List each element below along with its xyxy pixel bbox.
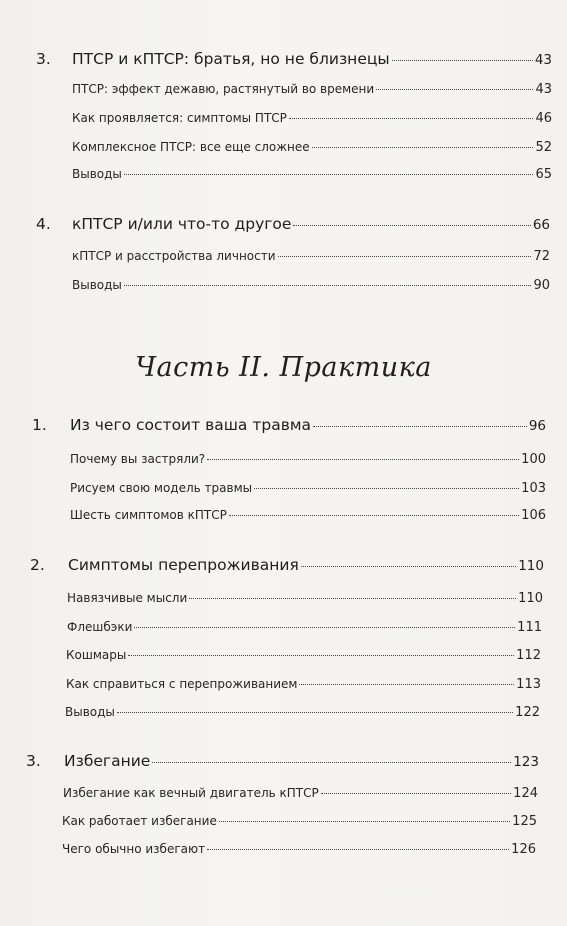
dot-leader [301, 566, 516, 567]
dot-leader [124, 285, 532, 286]
toc-item-row [72, 278, 550, 293]
item-title: Как работает избегание [62, 814, 217, 828]
toc-item-row [66, 648, 541, 663]
page-number: 43 [535, 82, 552, 97]
page-number: 123 [513, 754, 539, 770]
dot-leader [313, 426, 527, 427]
page-number: 124 [513, 786, 538, 801]
toc-chapter-row [36, 215, 550, 233]
item-title: Выводы [72, 167, 122, 181]
page-number: 112 [516, 648, 541, 663]
page-number: 65 [535, 167, 552, 182]
chapter-number: 3. [36, 50, 51, 68]
item-title: Флешбэки [67, 620, 133, 634]
toc-item-row [72, 249, 550, 264]
dot-leader [117, 712, 513, 713]
dot-leader [128, 655, 514, 656]
page-number: 103 [521, 481, 546, 496]
item-title: Выводы [65, 705, 115, 719]
item-title: Шесть симптомов кПТСР [70, 508, 227, 522]
item-title: Рисуем свою модель травмы [70, 481, 253, 495]
chapter-number: 1. [32, 416, 47, 434]
toc-chapter-row [30, 556, 544, 574]
toc-item-row [70, 452, 546, 467]
page-number: 110 [518, 591, 543, 606]
part-title: Часть II. Практика [135, 352, 432, 383]
dot-leader [189, 598, 516, 599]
page-number: 96 [528, 418, 546, 434]
page-number: 72 [533, 249, 550, 264]
chapter-title: ПТСР и кПТСР: братья, но не близнецы [72, 50, 390, 68]
dot-leader [376, 89, 533, 90]
toc-item-row [72, 82, 552, 97]
dot-leader [207, 459, 519, 460]
toc-item-row [62, 842, 536, 857]
page-number: 66 [532, 217, 550, 233]
toc-chapter-row [36, 50, 552, 68]
chapter-title: Из чего состоит ваша травма [70, 416, 312, 434]
toc-item-row [66, 677, 541, 692]
page-number: 110 [518, 558, 544, 574]
item-title: Выводы [72, 278, 122, 292]
page-number: 122 [515, 705, 540, 720]
toc-item-row [72, 140, 552, 155]
toc-item-row [63, 786, 538, 801]
dot-leader [219, 821, 510, 822]
toc-item-row [62, 814, 537, 829]
dot-leader [134, 627, 515, 628]
dot-leader [229, 515, 519, 516]
chapter-number: 4. [36, 215, 51, 233]
dot-leader [289, 118, 534, 119]
dot-leader [207, 849, 509, 850]
toc-item-row [67, 591, 543, 606]
item-title: Кошмары [66, 648, 127, 662]
dot-leader [254, 488, 519, 489]
chapter-number: 3. [26, 752, 41, 770]
item-title: Навязчивые мысли [67, 591, 188, 605]
toc-item-row [70, 508, 546, 523]
dot-leader [152, 762, 511, 763]
chapter-number: 2. [30, 556, 45, 574]
page-number: 126 [511, 842, 536, 857]
toc-item-row [72, 167, 552, 182]
item-title: Чего обычно избегают [62, 842, 206, 856]
item-title: Почему вы застряли? [70, 452, 206, 466]
dot-leader [124, 174, 534, 175]
item-title: Избегание как вечный двигатель кПТСР [63, 786, 319, 800]
chapter-title: Избегание [64, 752, 151, 770]
page-number: 125 [512, 814, 537, 829]
toc-item-row [65, 705, 540, 720]
page-number: 90 [533, 278, 550, 293]
item-title: Комплексное ПТСР: все еще сложнее [72, 140, 310, 154]
item-title: ПТСР: эффект дежавю, растянутый во времени [72, 82, 375, 96]
chapter-title: кПТСР и/или что-то другое [72, 215, 292, 233]
dot-leader [321, 793, 511, 794]
toc-chapter-row [26, 752, 539, 770]
dot-leader [312, 147, 534, 148]
item-title: кПТСР и расстройства личности [72, 249, 276, 263]
dot-leader [299, 684, 514, 685]
page-number: 111 [517, 620, 542, 635]
toc-item-row [70, 481, 546, 496]
page-number: 43 [534, 52, 552, 68]
page-number: 52 [535, 140, 552, 155]
dot-leader [392, 60, 533, 61]
dot-leader [293, 225, 530, 226]
chapter-title: Симптомы перепроживания [68, 556, 299, 574]
page-number: 100 [521, 452, 546, 467]
item-title: Как проявляется: симптомы ПТСР [72, 111, 287, 125]
toc-item-row [72, 111, 552, 126]
item-title: Как справиться с перепроживанием [66, 677, 298, 691]
dot-leader [278, 256, 532, 257]
page-number: 46 [535, 111, 552, 126]
toc-item-row [67, 620, 542, 635]
page-number: 106 [521, 508, 546, 523]
page-number: 113 [516, 677, 541, 692]
toc-chapter-row [32, 416, 546, 434]
